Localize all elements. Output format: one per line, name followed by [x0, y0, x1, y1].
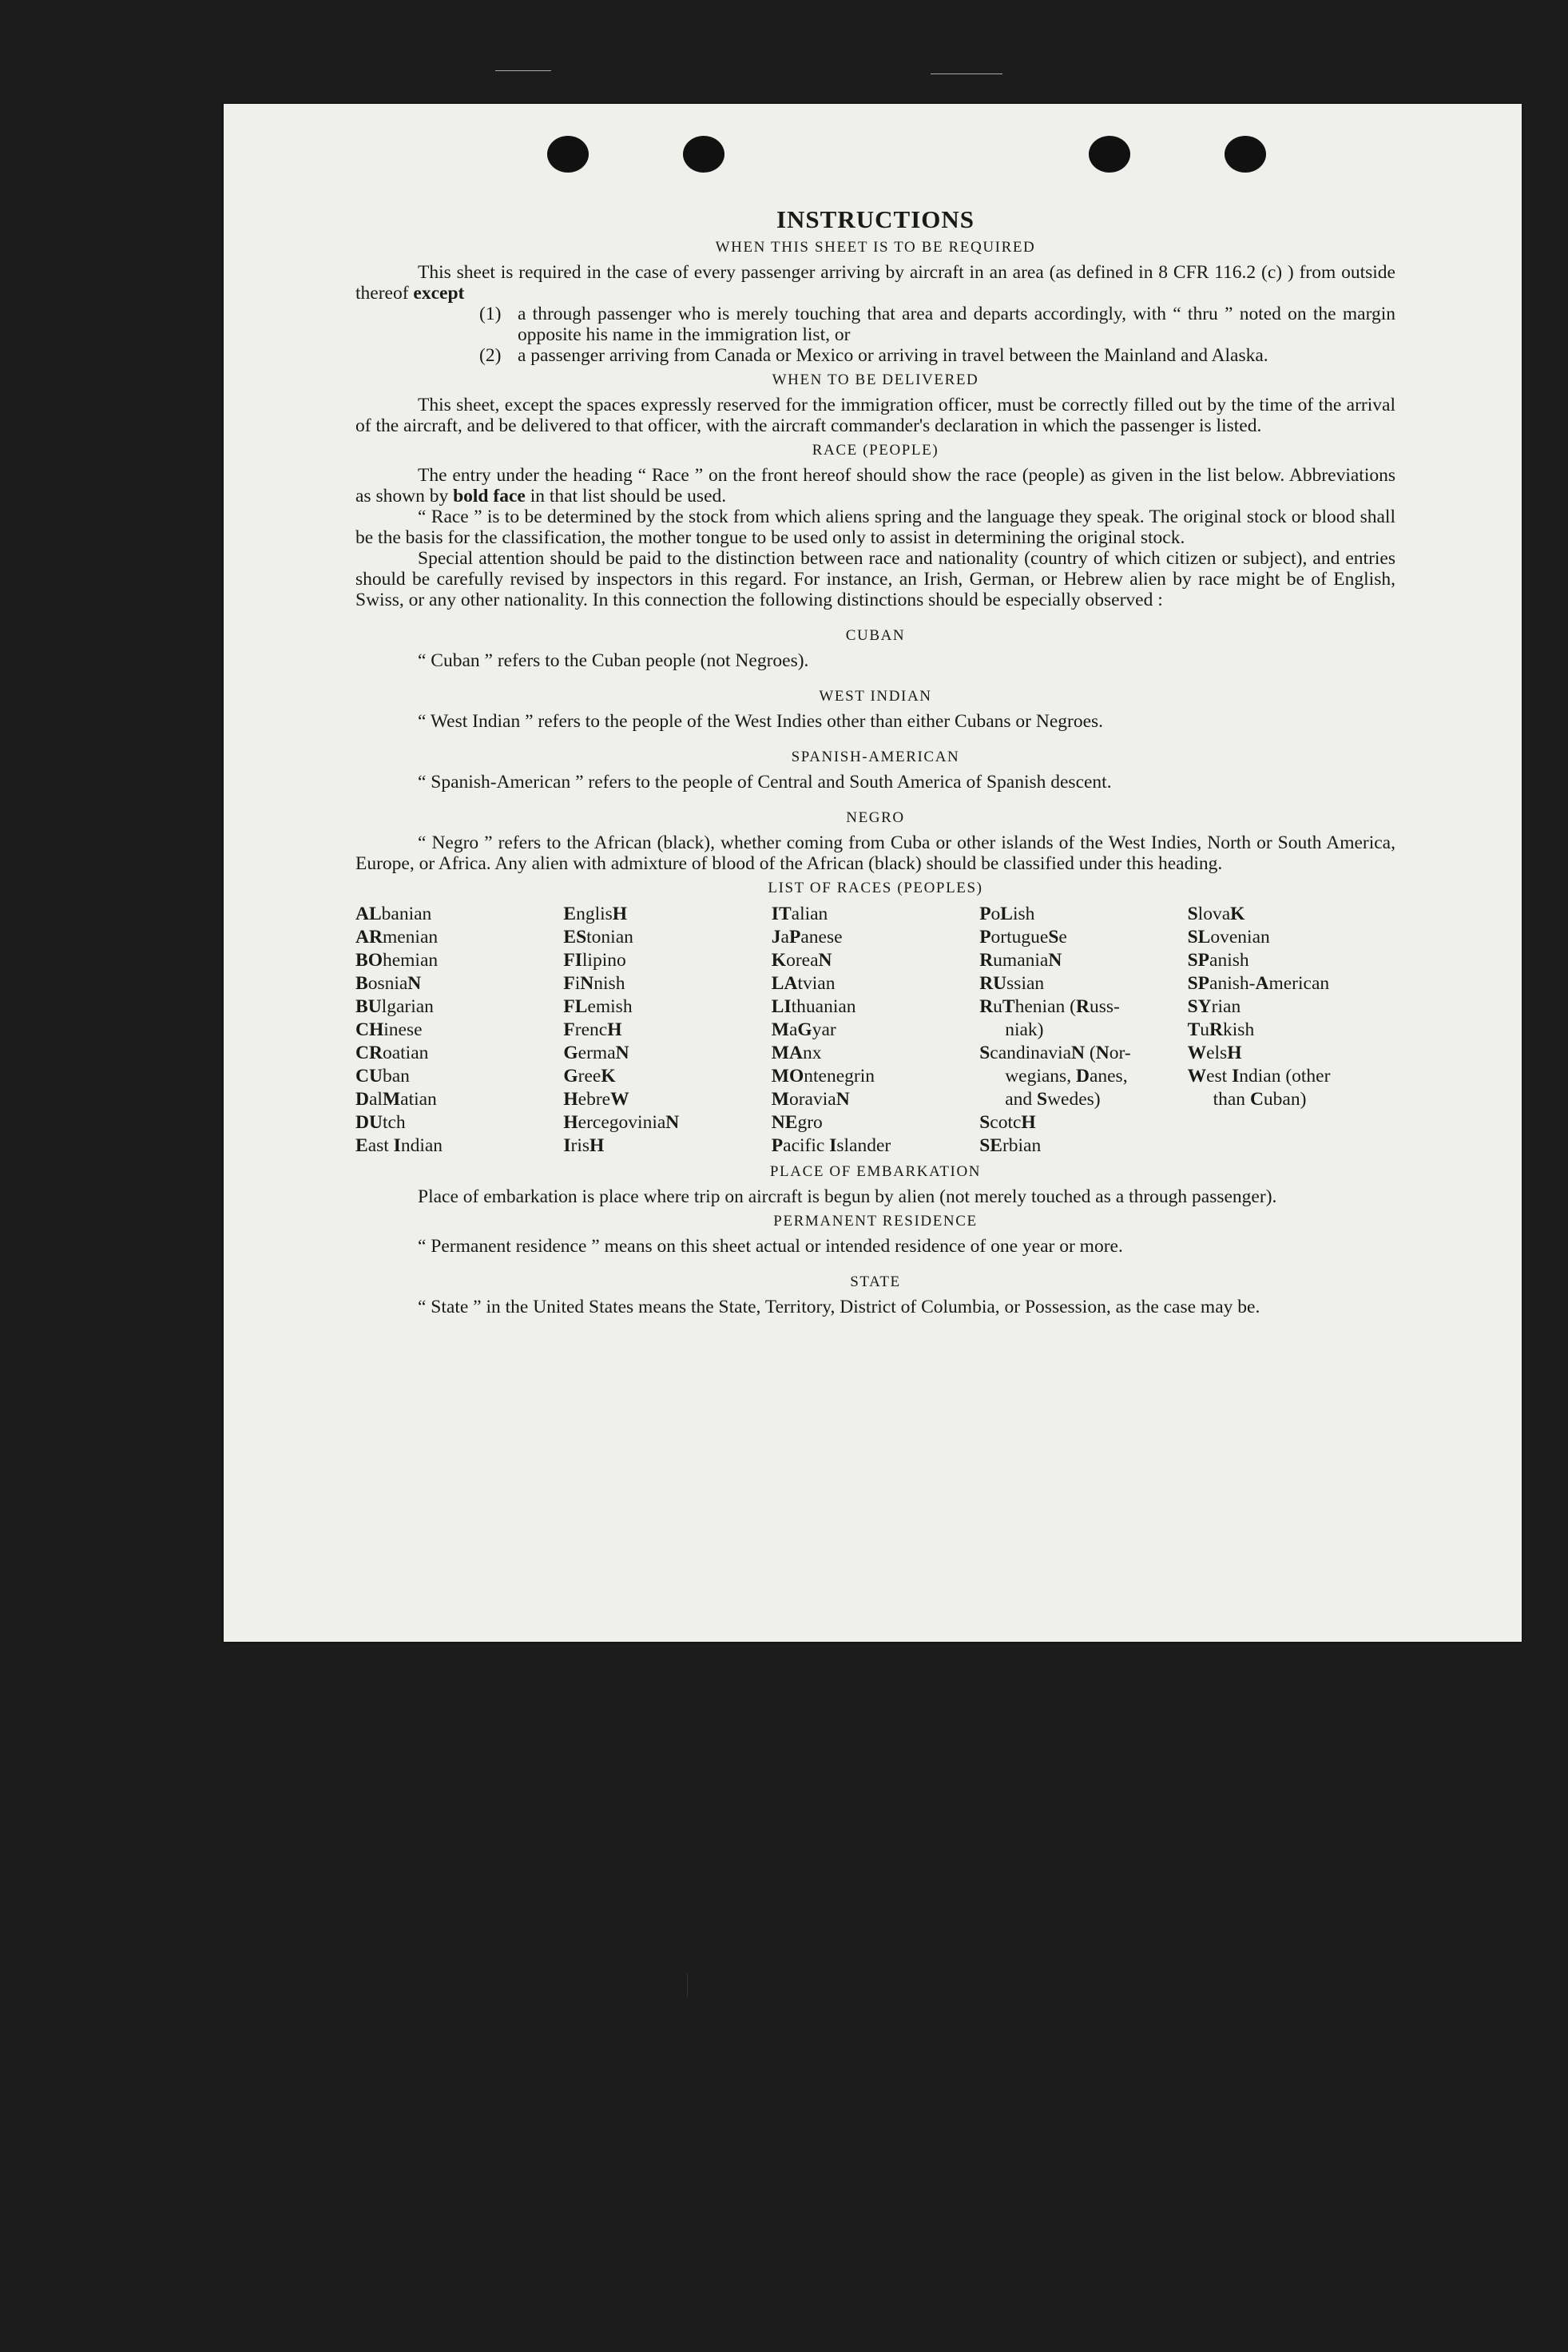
- paragraph: The entry under the heading “ Race ” on the front hereof should show the race (people) as given in the list below. Abbreviations as shown by bold face in that list should be used.: [355, 465, 1395, 507]
- paragraph: “ Race ” is to be determined by the stock from which aliens spring and the language they speak. The original stock or blood shall be the basis for the classification, the mother tongue to be used only to assist in determining the original stock.: [355, 507, 1395, 548]
- race-column: [1188, 903, 1395, 1158]
- paragraph: “ West Indian ” refers to the people of the West Indies other than either Cubans or Negroes.: [418, 711, 1104, 732]
- section-heading: NEGRO: [846, 809, 905, 826]
- race-entry: WelsH: [1187, 1043, 1242, 1063]
- race-entry: PortugueSe: [979, 927, 1067, 948]
- race-entry: JaPanese: [771, 927, 843, 948]
- race-entry: HebreW: [563, 1089, 629, 1110]
- race-entry: EStonian: [563, 927, 633, 948]
- race-entry: West Indian (other: [1187, 1066, 1331, 1087]
- section-heading: LIST OF RACES (PEOPLES): [768, 880, 983, 896]
- race-entry: HercegoviniaN: [563, 1112, 680, 1133]
- race-entry: SLovenian: [1187, 927, 1270, 948]
- race-entry: RumaniaN: [979, 950, 1062, 971]
- race-entry: TuRkish: [1187, 1019, 1255, 1040]
- race-entry: NEgro: [771, 1112, 823, 1133]
- paragraph: “ Permanent residence ” means on this sheet actual or intended residence of one year or more.: [418, 1236, 1123, 1257]
- race-entry: SPanish: [1187, 950, 1249, 971]
- race-entry: EnglisH: [563, 904, 628, 924]
- race-column: [772, 903, 979, 1158]
- race-entry: ScandinaviaN (Nor-: [979, 1043, 1131, 1063]
- race-entry: CUban: [355, 1066, 410, 1087]
- race-entry: GreeK: [563, 1066, 616, 1087]
- race-entry: SlovaK: [1187, 904, 1245, 924]
- race-entry: LIthuanian: [771, 996, 856, 1017]
- race-entry: ARmenian: [355, 927, 439, 948]
- race-entry: ALbanian: [355, 904, 432, 924]
- race-entry: CHinese: [355, 1019, 423, 1040]
- race-column: [979, 903, 1187, 1158]
- race-entry: FiNnish: [563, 973, 625, 994]
- race-list: [355, 903, 1395, 1158]
- race-column: [355, 903, 563, 1158]
- section-heading: WHEN THIS SHEET IS TO BE REQUIRED: [715, 239, 1036, 256]
- race-entry: RuThenian (Russ-: [979, 996, 1120, 1017]
- list-item: (2) a passenger arriving from Canada or Mexico or arriving in travel between the Mainland and Alaska.: [479, 345, 1268, 366]
- race-entry: MOntenegrin: [771, 1066, 875, 1087]
- punch-hole: [547, 136, 589, 173]
- paragraph: Special attention should be paid to the distinction between race and nationality (country of which citizen or subject), and entries should be carefully revised by inspectors in this regard. For instance, an Irish, German, or Hebrew alien by race might be of English, Swiss, or any other nationality. In this connection the following distinctions should be especially observed :: [355, 548, 1395, 610]
- paragraph: “ Negro ” refers to the African (black), whether coming from Cuba or other islands of the West Indies, North or South America, Europe, or Africa. Any alien with admixture of blood of the African (black) should be classified under this heading.: [355, 832, 1395, 874]
- list-item: (1) a through passenger who is merely touching that area and departs accordingly, with “ thru ” noted on the margin opposite his name in the immigration list, or: [479, 304, 1395, 345]
- race-entry: CRoatian: [355, 1043, 429, 1063]
- race-entry: DalMatian: [355, 1089, 437, 1110]
- race-entry: wegians, Danes,: [1005, 1066, 1128, 1087]
- section-heading: WHEN TO BE DELIVERED: [772, 371, 979, 388]
- race-entry: MoraviaN: [771, 1089, 850, 1110]
- race-entry: FIlipino: [563, 950, 626, 971]
- race-entry: ScotcH: [979, 1112, 1036, 1133]
- race-entry: BUlgarian: [355, 996, 434, 1017]
- race-entry: niak): [1005, 1019, 1044, 1040]
- race-entry: FLemish: [563, 996, 633, 1017]
- race-entry: SYrian: [1187, 996, 1241, 1017]
- race-entry: SPanish-American: [1187, 973, 1330, 994]
- race-entry: MaGyar: [771, 1019, 836, 1040]
- paragraph: “ Spanish-American ” refers to the people of Central and South America of Spanish descent.: [418, 772, 1112, 793]
- punch-hole: [1225, 136, 1266, 173]
- race-entry: than Cuban): [1213, 1089, 1307, 1110]
- race-entry: BOhemian: [355, 950, 439, 971]
- paragraph: “ State ” in the United States means the State, Territory, District of Columbia, or Possession, as the case may be.: [418, 1297, 1260, 1317]
- race-entry: BosniaN: [355, 973, 422, 994]
- section-heading: WEST INDIAN: [819, 688, 932, 705]
- punch-hole: [1089, 136, 1130, 173]
- race-entry: KoreaN: [771, 950, 832, 971]
- section-heading: RACE (PEOPLE): [812, 442, 939, 459]
- section-heading: SPANISH-AMERICAN: [791, 749, 960, 765]
- race-entry: FrencH: [563, 1019, 622, 1040]
- race-entry: MAnx: [771, 1043, 822, 1063]
- paragraph: “ Cuban ” refers to the Cuban people (not Negroes).: [418, 650, 809, 671]
- punch-hole: [683, 136, 724, 173]
- page-title: INSTRUCTIONS: [776, 205, 975, 233]
- race-entry: Pacific Islander: [771, 1135, 891, 1156]
- race-entry: and Swedes): [1005, 1089, 1101, 1110]
- document-page: [224, 104, 1522, 1642]
- paragraph: This sheet, except the spaces expressly reserved for the immigration officer, must be correctly filled out by the time of the arrival of the aircraft, and be delivered to that officer, with the aircraft commander's declaration in which the passenger is listed.: [355, 395, 1395, 436]
- race-entry: RUssian: [979, 973, 1045, 994]
- section-heading: STATE: [850, 1273, 901, 1290]
- race-entry: SErbian: [979, 1135, 1042, 1156]
- race-entry: PoLish: [979, 904, 1035, 924]
- section-heading: PLACE OF EMBARKATION: [769, 1163, 982, 1180]
- paragraph: This sheet is required in the case of every passenger arriving by aircraft in an area (as defined in 8 CFR 116.2 (c) ) from outside thereof except: [355, 262, 1395, 304]
- race-entry: IrisH: [563, 1135, 605, 1156]
- instructions-content: [355, 206, 1395, 1317]
- race-entry: DUtch: [355, 1112, 406, 1133]
- race-entry: ITalian: [771, 904, 828, 924]
- section-heading: CUBAN: [845, 627, 906, 644]
- race-column: [563, 903, 771, 1158]
- paragraph: Place of embarkation is place where trip on aircraft is begun by alien (not merely touched as a through passenger).: [418, 1186, 1277, 1207]
- race-entry: East Indian: [355, 1135, 443, 1156]
- section-heading: PERMANENT RESIDENCE: [773, 1213, 978, 1230]
- race-entry: GermaN: [563, 1043, 629, 1063]
- race-entry: LAtvian: [771, 973, 836, 994]
